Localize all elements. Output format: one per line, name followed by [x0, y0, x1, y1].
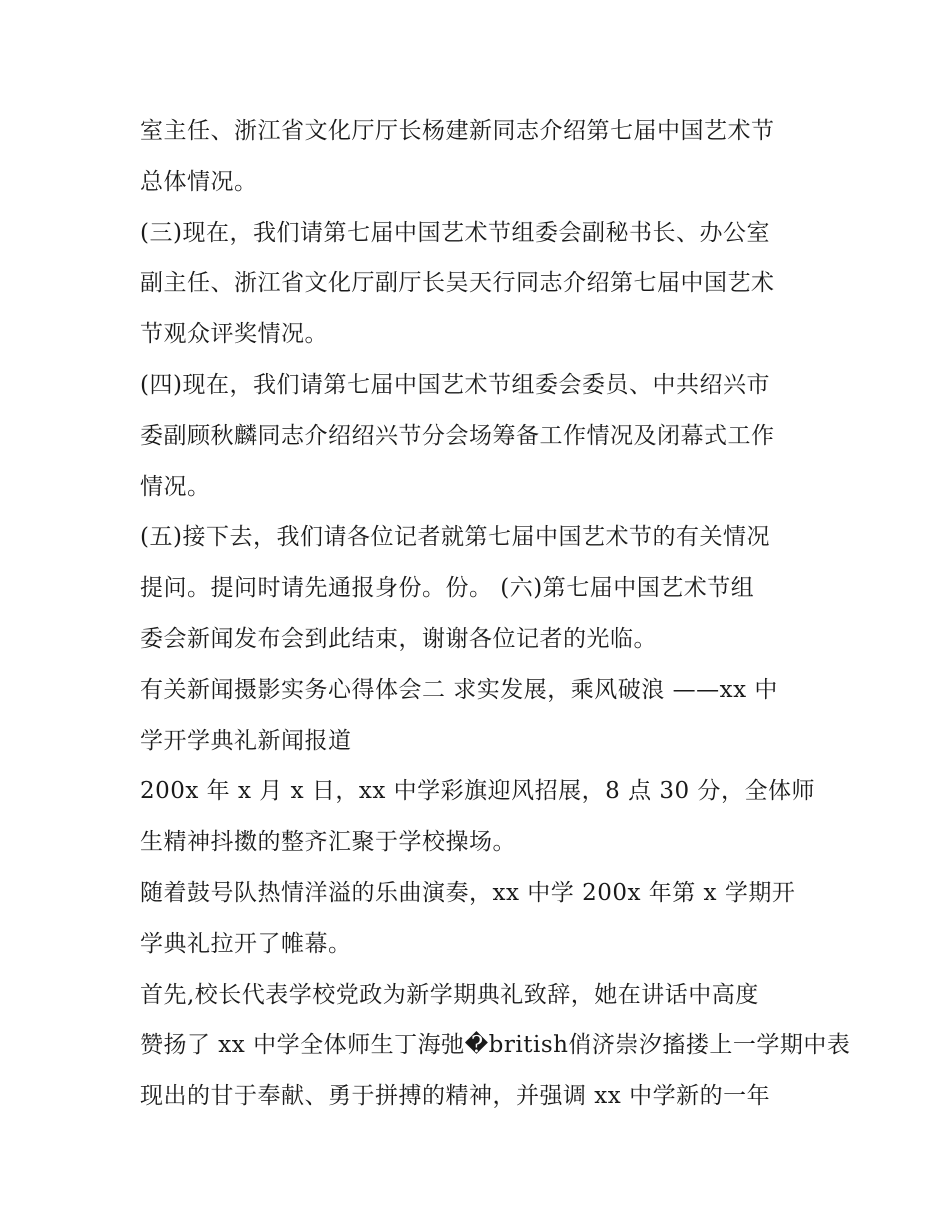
text-line: 首先,校长代表学校党政为新学期典礼致辞，她在讲话中高度 — [140, 981, 759, 1008]
text-line: 提问。提问时请先通报身份。份。 (六)第七届中国艺术节组 — [140, 575, 755, 602]
text-line: 委副顾秋麟同志介绍绍兴节分会场筹备工作情况及闭幕式工作 — [140, 422, 775, 449]
text-line: 委会新闻发布会到此结束，谢谢各位记者的光临。 — [140, 625, 657, 652]
text-line: 200x 年 x 月 x 日，xx 中学彩旗迎风招展，8 点 30 分，全体师 — [140, 778, 815, 805]
text-line: 情况。 — [140, 473, 211, 500]
text-line: 节观众评奖情况。 — [140, 321, 328, 348]
text-line: 现出的甘于奉献、勇于拼搏的精神，并强调 xx 中学新的一年 — [140, 1083, 771, 1110]
text-line: 生精神抖擞的整齐汇聚于学校操场。 — [140, 829, 516, 856]
text-line: (三)现在，我们请第七届中国艺术节组委会副秘书长、办公室 — [140, 219, 770, 246]
text-line: 室主任、浙江省文化厅厅长杨建新同志介绍第七届中国艺术节 — [140, 118, 775, 144]
text-line: 有关新闻摄影实务心得体会二 求实发展，乘风破浪 ——xx 中 — [140, 676, 778, 703]
text-line: (五)接下去，我们请各位记者就第七届中国艺术节的有关情况 — [140, 524, 770, 551]
text-line: (四)现在，我们请第七届中国艺术节组委会委员、中共绍兴市 — [140, 371, 770, 398]
text-line: 随着鼓号队热情洋溢的乐曲演奏，xx 中学 200x 年第 x 学期开 — [140, 879, 796, 906]
text-line: 副主任、浙江省文化厅副厅长吴天行同志介绍第七届中国艺术 — [140, 270, 775, 297]
document-body — [140, 106, 851, 1122]
text-line: 学开学典礼新闻报道 — [140, 727, 352, 754]
text-line: 学典礼拉开了帷幕。 — [140, 930, 352, 957]
text-line: 总体情况。 — [140, 168, 258, 195]
text-line: 赞扬了 xx 中学全体师生丁海弛�british俏济崇汐搐搂上一学期中表 — [140, 1032, 851, 1059]
